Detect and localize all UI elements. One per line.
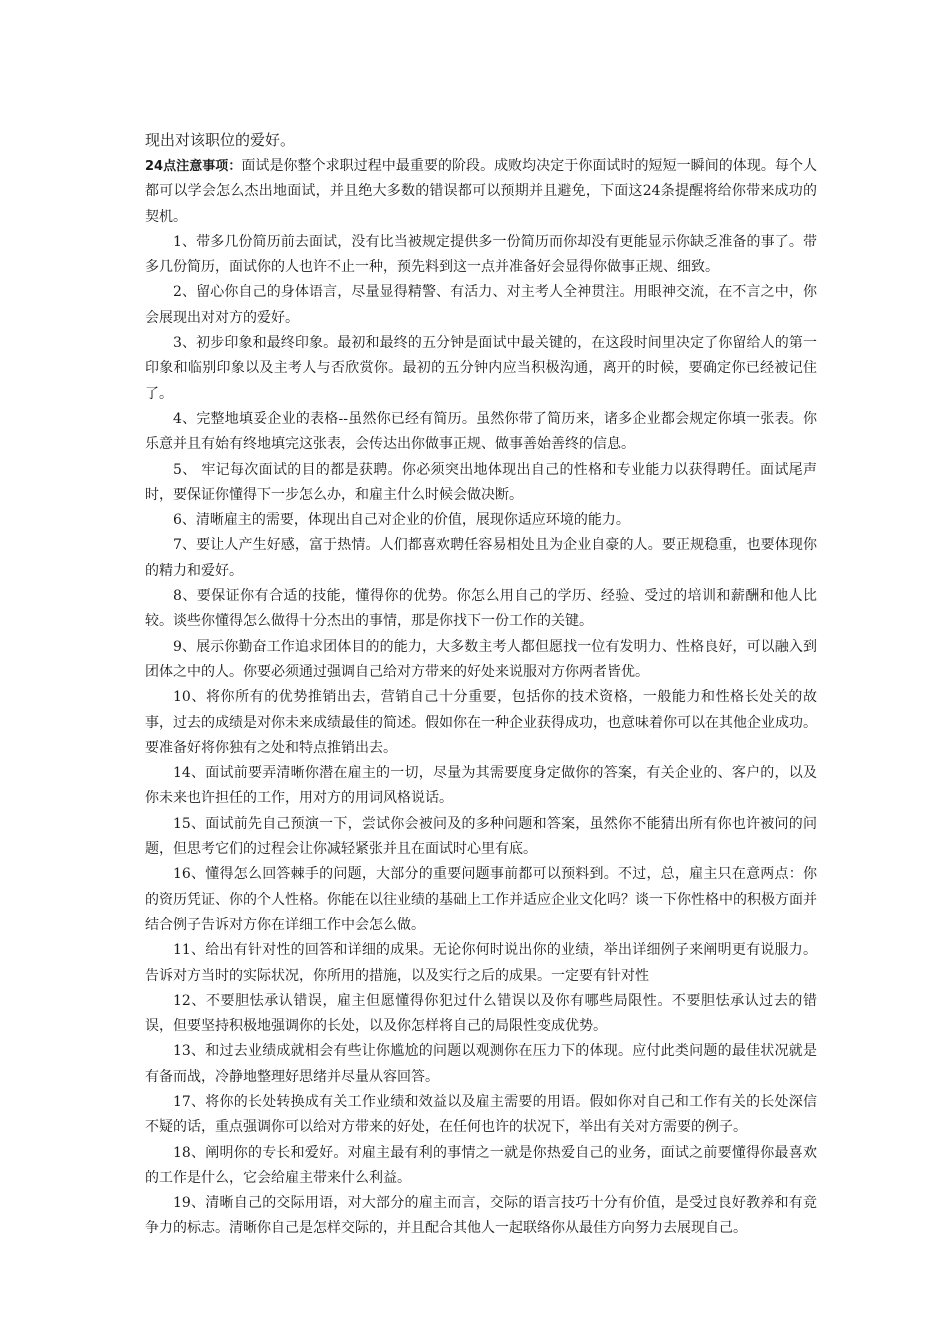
- tip-item-19: 19、清晰自己的交际用语，对大部分的雇主而言，交际的语言技巧十分有价值，是受过良好教养和有竞争力的标志。清晰你自己是怎样交际的，并且配合其他人一起联络你从最佳方向努力去展现自己。: [145, 1195, 817, 1237]
- tip-item-5: 5、 牢记每次面试的目的都是获聘。你必须突出地体现出自己的性格和专业能力以获得聘任。面试尾声时，要保证你懂得下一步怎么办，和雇主什么时候会做决断。: [145, 461, 817, 503]
- tip-item-7: 7、要让人产生好感，富于热情。人们都喜欢聘任容易相处且为企业自豪的人。要正规稳重，也要体现你的精力和爱好。: [145, 537, 817, 579]
- intro-text: 面试是你整个求职过程中最重要的阶段。成败均决定于你面试时的短短一瞬间的体现。每个人都可以学会怎么杰出地面试，并且绝大多数的错误都可以预期并且避免，下面这24条提醒将给你带来成功的契机。: [145, 158, 817, 225]
- tip-item-10: 10、将你所有的优势推销出去，营销自己十分重要，包括你的技术资格，一般能力和性格长处关的故事，过去的成绩是对你未来成绩最佳的简述。假如你在一种企业获得成功，也意味着你可以在其他企业成功。要准备好将你独有之处和特点推销出去。: [145, 689, 817, 756]
- tip-item-4: 4、完整地填妥企业的表格--虽然你已经有简历。虽然你带了简历来，诸多企业都会规定你填一张表。你乐意并且有始有终地填完这张表，会传达出你做事正规、做事善始善终的信息。: [145, 410, 817, 453]
- tip-item-13: 13、和过去业绩成就相会有些让你尴尬的问题以观测你在压力下的体现。应付此类问题的最佳状况就是有备而战，冷静地整理好思绪并尽量从容回答。: [145, 1043, 817, 1085]
- tip-item-2: 2、留心你自己的身体语言，尽量显得精警、有活力、对主考人全神贯注。用眼神交流，在不言之中，你会展现出对对方的爱好。: [145, 284, 817, 326]
- tip-item-8: 8、要保证你有合适的技能，懂得你的优势。你怎么用自己的学历、经验、受过的培训和薪酬和他人比较。谈些你懂得怎么做得十分杰出的事情，那是你找下一份工作的关键。: [145, 588, 817, 630]
- intro-paragraph: [145, 154, 817, 230]
- tip-item-16: 16、懂得怎么回答棘手的问题，大部分的重要问题事前都可以预料到。不过，总，雇主只在意两点：你的资历凭证、你的个人性格。你能在以往业绩的基础上工作并适应企业文化吗？谈一下你性格中的积极方面并结合例子告诉对方你在详细工作中会怎么做。: [145, 866, 817, 933]
- tip-item-12: 12、不要胆怯承认错误，雇主但愿懂得你犯过什么错误以及你有哪些局限性。不要胆怯承认过去的错误，但要坚持积极地强调你的长处，以及你怎样将自己的局限性变成优势。: [145, 992, 817, 1035]
- tip-item-9: 9、展示你勤奋工作追求团体目的的能力，大多数主考人都但愿找一位有发明力、性格良好，可以融入到团体之中的人。你要必须通过强调自己给对方带来的好处来说服对方你两者皆优。: [145, 638, 817, 680]
- continuation-text: 现出对该职位的爱好。: [145, 131, 296, 149]
- document-body: [145, 126, 817, 1242]
- tip-item-18: 18、阐明你的专长和爱好。对雇主最有利的事情之一就是你热爱自己的业务，面试之前要懂得你最喜欢的工作是什么，它会给雇主带来什么利益。: [145, 1144, 817, 1186]
- tip-item-15: 15、面试前先自己预演一下，尝试你会被问及的多种问题和答案，虽然你不能猜出所有你也许被问的问题，但思考它们的过程会让你减轻紧张并且在面试时心里有底。: [145, 815, 817, 858]
- intro-label: 24点注意事项：: [145, 159, 242, 174]
- tip-item-3: 3、初步印象和最终印象。最初和最终的五分钟是面试中最关键的，在这段时间里决定了你留给人的第一印象和临别印象以及主考人与否欣赏你。最初的五分钟内应当积极沟通，离开的时候，要确定你已经被记住了。: [145, 335, 817, 402]
- tip-item-17: 17、将你的长处转换成有关工作业绩和效益以及雇主需要的用语。假如你对自己和工作有关的长处深信不疑的话，重点强调你可以给对方带来的好处，在任何也许的状况下，举出有关对方需要的例子。: [145, 1093, 817, 1136]
- tip-item-6: 6、清晰雇主的需要，体现出自己对企业的价值，展现你适应环境的能力。: [173, 512, 630, 529]
- tip-item-11: 11、给出有针对性的回答和详细的成果。无论你何时说出你的业绩，举出详细例子来阐明更有说服力。告诉对方当时的实际状况，你所用的措施，以及实行之后的成果。一定要有针对性: [145, 942, 817, 984]
- tip-item-14: 14、面试前要弄清晰你潜在雇主的一切，尽量为其需要度身定做你的答案，有关企业的、客户的，以及你未来也许担任的工作，用对方的用词风格说话。: [145, 765, 817, 807]
- tip-item-1: 1、带多几份简历前去面试，没有比当被规定提供多一份简历而你却没有更能显示你缺乏准备的事了。带多几份简历，面试你的人也许不止一种，预先料到这一点并准备好会显得你做事正规、细致。: [145, 233, 817, 276]
